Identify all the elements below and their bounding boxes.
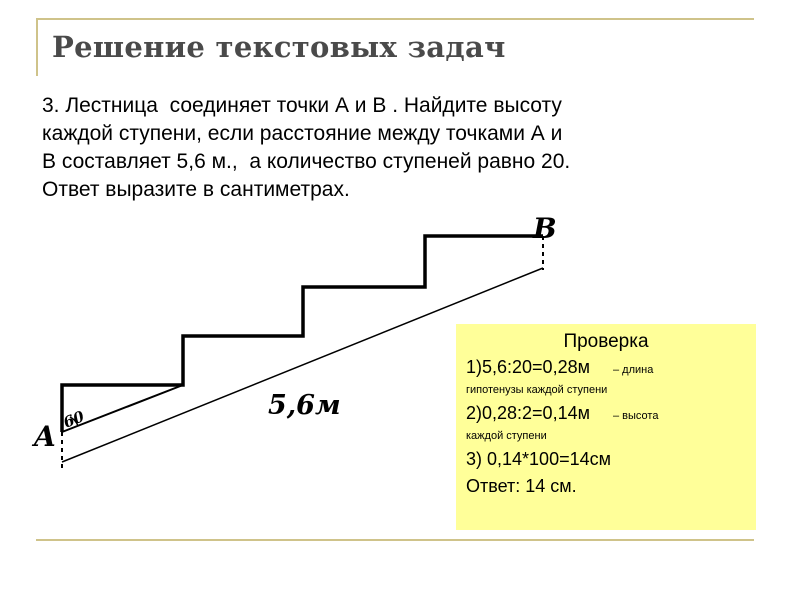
problem-line: 3. Лестница соединяет точки А и В . Найдите высоту xyxy=(42,94,562,117)
check-step-1 xyxy=(466,356,746,382)
check-heading: Проверка xyxy=(563,331,649,352)
check-step-2 xyxy=(466,402,746,428)
problem-line: Ответ выразите в сантиметрах. xyxy=(42,178,350,201)
check-step-3: 3) 0,14*100=14см xyxy=(466,449,611,469)
step-2-note: – высота xyxy=(613,410,659,422)
step-1-note: – длина xyxy=(613,364,654,376)
check-answer: Ответ: 14 см. xyxy=(466,476,577,496)
step-1-note-line: гипотенузы каждой ступени xyxy=(466,384,608,396)
point-b-label: B xyxy=(533,212,557,245)
point-a-label: A xyxy=(34,420,56,453)
step-2-text: 2)0,28:2=0,14м xyxy=(466,403,590,423)
slide-title: Решение текстовых задач xyxy=(52,30,506,64)
check-box xyxy=(456,324,756,530)
problem-line: каждой ступени, если расстояние между точками А и xyxy=(42,122,563,145)
problem-line: В составляет 5,6 м., а количество ступеней равно 20. xyxy=(42,150,571,173)
step-2-note-line: каждой ступени xyxy=(466,430,547,442)
length-label: 5,6м xyxy=(268,390,341,421)
angle-label: 60 xyxy=(60,407,87,432)
step-1-text: 1)5,6:20=0,28м xyxy=(466,357,590,377)
